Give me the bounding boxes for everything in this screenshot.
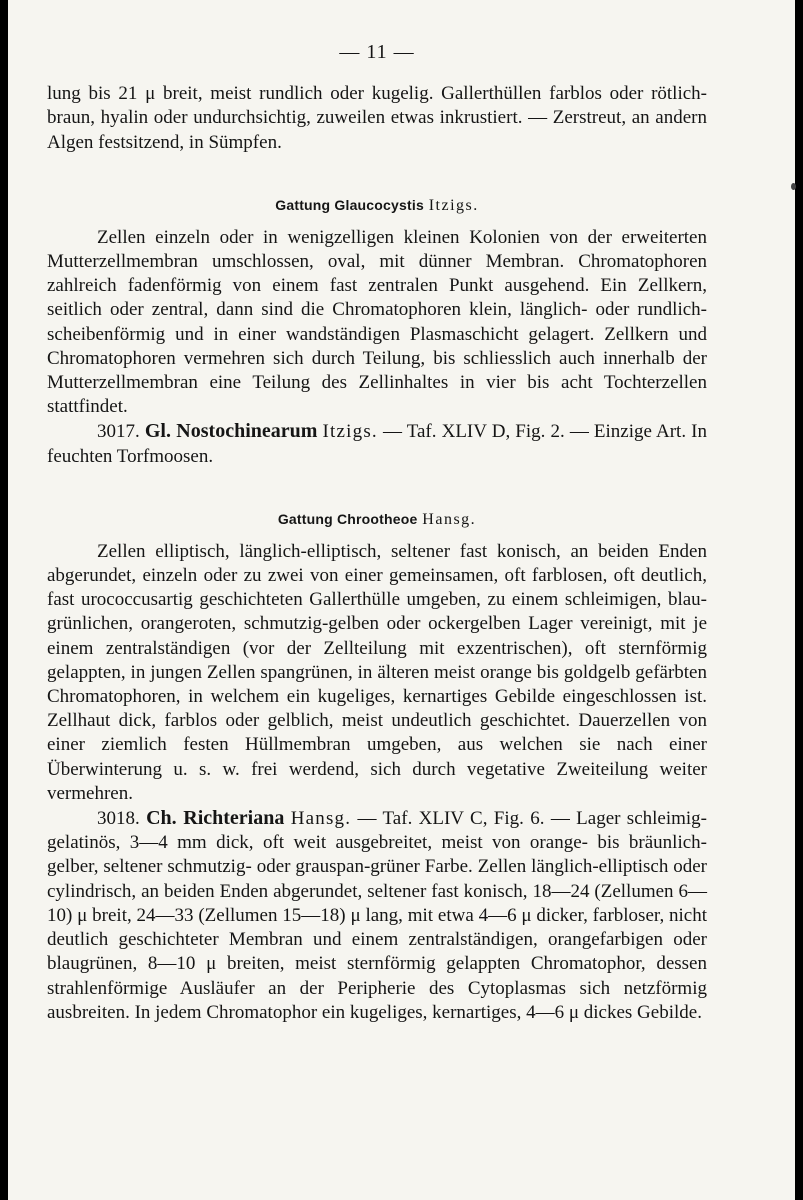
species-text: — Taf. XLIV D, Fig. 2. — Einzige Art. In feuchten Torfmoosen. <box>47 421 707 467</box>
intro-paragraph: lung bis 21 μ breit, meist rundlich oder kugelig. Gallerthüllen farblos oder rötlich-braun, hyalin oder undurchsichtig, zuweilen etwas inkrustiert. — Zerstreut, an andern Algen festsitzend, in Sümpfen. <box>47 83 707 153</box>
species-name: Gl. Nostochinearum <box>144 420 318 443</box>
ink-speck <box>791 183 796 190</box>
species-author: Itzigs. <box>322 421 378 443</box>
page-number: — 11 — <box>339 41 415 63</box>
genus-description-chrootheoe: Zellen elliptisch, länglich-elliptisch, seltener fast konisch, an beiden Enden abgerundet, einzeln oder zu zwei von einer gemeinsamen, oft farblosen, oft deutlich, fast urococcusartig geschichteten Gallerthülle umgeben, zu einem schleimigen, blau-grünlichen, orangeroten, schmutzig-gelben oder ockergelben Lager vereinigt, mit je einem zentralständigen (vor der Zellteilung mit exzentrischen), oft sternförmig gelappten, in jungen Zellen spangrünen, in älteren meist orange bis goldgelb gefärbten Chromatophoren, in welchem ein kugeliges, kernartiges Gebilde eingeschlossen ist. Zellhaut dick, farblos oder gelblich, meist undeutlich geschichtet. Dauerzellen von einer ziemlich festen Hüllmembran umgeben, aus welchen sie nach einer Überwinterung u. s. w. frei werdend, sich durch vegetative Zweiteilung weiter vermehren. <box>47 540 707 804</box>
species-entry-3017 <box>47 419 707 468</box>
genus-description-glaucocystis: Zellen einzeln oder in wenigzelligen kleinen Kolonien von der erweiterten Mutterzellmembran umschlossen, oval, mit dünner Membran. Chromatophoren zahlreich fadenförmig von einem fast zentralen Punkt ausgehend. Ein Zellkern, seitlich oder zentral, dann sind die Chromatophoren klein, länglich- oder rundlich-scheibenförmig und in einer wandständigen Plasmaschicht gelagert. Zellkern und Chromatophoren vermehren sich durch Teilung, bis schliesslich auch innerhalb der Mutterzellmembran eine Teilung des Zellinhaltes in vier bis acht Tochterzellen stattfindet. <box>47 226 707 418</box>
genus-name: Gattung Glaucocystis <box>275 196 424 213</box>
species-entry-3018 <box>47 806 707 1025</box>
species-number: 3017. <box>97 421 140 443</box>
genus-author: Hansg. <box>422 510 477 528</box>
species-text: — Taf. XLIV C, Fig. 6. — Lager schleimig-gelatinös, 3—4 mm dick, oft weit ausgebreitet, meist von orange- bis bräunlich-gelber, seltener schmutzig- oder grauspan-grüner Farbe. Zellen länglich-elliptisch oder cylindrisch, an beiden Enden abgerundet, seltener fast konisch, 18—24 (Zellumen 6—10) μ breit, 24—33 (Zellumen 15—18) μ lang, mit etwa 4—6 μ dicker, farbloser, nicht deutlich geschichteter Membran und einem zentralständigen, orangefarbigen oder blaugrünen, 8—10 μ breiten, meist sternförmig gelappten Chromatophor, dessen strahlenförmige Ausläufer an der Peripherie des Cytoplasmas sich netzförmig ausbreiten. In jedem Chromatophor ein kugeliges, kernartiges, 4—6 μ dickes Gebilde. <box>47 808 707 1023</box>
genus-heading-glaucocystis <box>47 193 707 218</box>
species-name: Ch. Richteriana <box>146 807 285 830</box>
species-author: Hansg. <box>290 808 352 830</box>
page-content <box>47 40 707 1025</box>
species-number: 3018. <box>97 808 140 830</box>
genus-heading-chrootheoe <box>47 507 707 532</box>
genus-author: Itzigs. <box>428 196 479 214</box>
book-page <box>8 0 795 1200</box>
genus-name: Gattung Chrootheoe <box>277 510 418 527</box>
